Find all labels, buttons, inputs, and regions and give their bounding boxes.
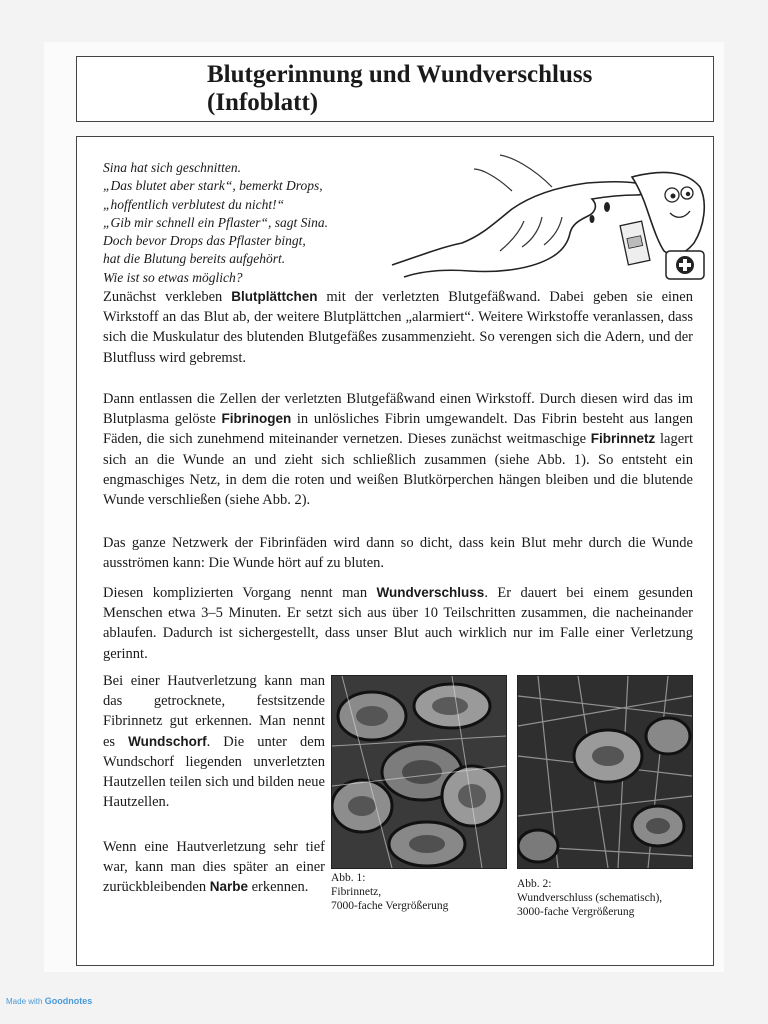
page-title <box>207 61 592 117</box>
text-run: Wenn eine Hautverletzung sehr tief war, kann man dies später an einer zurückbleibenden <box>103 839 325 896</box>
caption-magnification: 3000-fache Vergrößerung <box>517 906 635 918</box>
text-run: mit der verletzten Blutgefäßwand. Dabei geben sie einen Wirkstoff an das Blut ab, der weitere Blutplättchen „alarmiert“. Weitere Wirkstoffe veranlassen, dass sich die Muskulatur des blutenden Blutgefäßes zusammenzieht. So verengen sich die Adern, und der Blutfluss wird gebremst. <box>103 289 693 366</box>
text-run: in unlösliches Fibrin umgewandelt. Das Fibrin besteht aus langen Fäden, die sich zunehmend miteinander vernetzen. Dieses zunächst weitmaschige <box>103 411 694 448</box>
story-text <box>103 159 328 287</box>
caption-label: Abb. 1: <box>331 872 366 884</box>
paragraph-fibrinogen <box>103 389 693 510</box>
text-run: . Er dauert bei einem gesunden Menschen etwa 3–5 Minuten. Er setzt sich aus über 10 Teilschritten zusammen, die nacheinander ablaufen. Dadurch ist sichergestellt, dass unser Blut auch wirklich nur im Falle einer Verletzung gerinnt. <box>103 585 693 662</box>
goodnotes-watermark <box>6 996 92 1006</box>
text-run: lagert sich an die Wunde an und zieht sich schließlich zusammen (siehe Abb. 1). So entsteht ein engmaschiges Netz, in dem die roten und weißen Blutkörperchen hängen bleiben und die blutende Wunde verschließen (siehe Abb. 2). <box>103 431 693 509</box>
term-wundverschluss: Wundverschluss <box>376 585 485 600</box>
figure-wundverschluss-image <box>517 675 693 869</box>
story-line: „Gib mir schnell ein Pflaster“, sagt Sina. <box>103 214 329 230</box>
blood-drop-illustration <box>604 202 610 212</box>
figure-fibrinnetz-image <box>331 675 507 869</box>
story-line: „Das blutet aber stark“, bemerkt Drops, <box>103 178 323 194</box>
story-line: hat die Blutung bereits aufgehört. <box>103 251 286 267</box>
title-line-2: (Infoblatt) <box>207 89 319 116</box>
caption-title: Wundverschluss (schematisch), <box>517 892 663 904</box>
content-box <box>76 136 714 966</box>
story-line: Doch bevor Drops das Pflaster bingt, <box>103 233 306 249</box>
caption-magnification: 7000-fache Vergrößerung <box>331 900 449 912</box>
text-run: erkennen. <box>247 879 309 896</box>
text-run: Dann entlassen die Zellen der verletzten Blutgefäßwand einen Wirkstoff. Durch diesen wird das im Blutplasma gelöste <box>103 391 693 428</box>
caption-title: Fibrinnetz, <box>331 886 382 898</box>
caption-label: Abb. 2: <box>517 878 552 890</box>
paragraph-netzwerk: Das ganze Netzwerk der Fibrinfäden wird dann so dicht, dass kein Blut mehr durch die Wunde ausströmen kann: Die Wunde hört auf zu bluten. <box>103 535 693 572</box>
term-wundschorf: Wundschorf <box>128 733 207 749</box>
paragraph-narbe <box>103 837 325 898</box>
story-line: „hoffentlich verblutest du nicht!“ <box>103 196 285 212</box>
title-box <box>76 56 714 122</box>
hand-and-drop-illustration <box>382 147 707 287</box>
text-run: . Die unter dem Wundschorf liegenden unverletzten Hautzellen teilen sich und bilden neue Hautzellen. <box>103 733 325 811</box>
text-run: Zunächst verkleben <box>103 289 232 305</box>
caption-abb-1 <box>331 871 448 913</box>
worksheet-page <box>44 42 724 972</box>
term-narbe: Narbe <box>209 879 248 895</box>
term-blutplaettchen: Blutplättchen <box>231 289 318 304</box>
paragraph-wundschorf <box>103 671 325 812</box>
caption-abb-2 <box>517 877 662 919</box>
term-fibrinogen: Fibrinogen <box>221 411 292 427</box>
title-line-1: Blutgerinnung und Wundverschluss <box>207 61 593 88</box>
paragraph-wundverschluss <box>103 583 693 664</box>
text-run: Bei einer Hautverletzung kann man das getrocknete, festsitzende Fibrinnetz gut erkennen. Man nennt es <box>103 673 325 750</box>
term-fibrinnetz: Fibrinnetz <box>590 431 656 447</box>
paragraph-blutplaettchen <box>103 287 693 368</box>
text-run: Diesen komplizierten Vorgang nennt man <box>103 585 377 601</box>
story-line: Sina hat sich geschnitten. <box>103 160 241 175</box>
watermark-brand: Goodnotes <box>44 996 93 1006</box>
watermark-prefix: Made with <box>6 997 43 1006</box>
story-line: Wie ist so etwas möglich? <box>103 269 243 285</box>
